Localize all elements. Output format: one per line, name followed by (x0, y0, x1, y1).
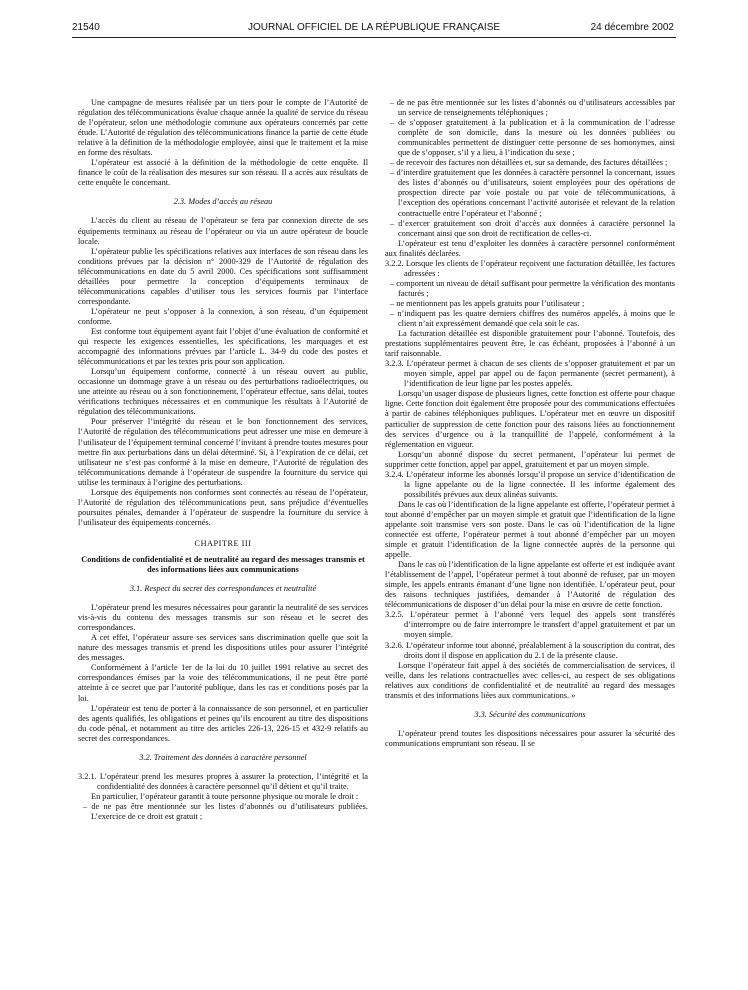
list-item: – de s’opposer gratuitement à la publication et à la communication de l’adresse complète de son domicile, dans la mesure où les données publiées ou communicables permettent de distinguer cette personne de ses homonymes, ainsi que de s’opposer, s’il y a lieu, à l’indication du sexe ; (390, 118, 675, 158)
paragraph: Est conforme tout équipement ayant fait l’objet d’une évaluation de conformité et qui respecte les exigences essentielles, les spécifications, les marquages et est accompagné des informations prévues par l’article L. 34-9 du code des postes et télécommunications et par les textes pris pour son application. (78, 326, 368, 367)
list-item: – n’indiquent pas les quatre derniers chiffres des numéros appelés, à moins que le client n’ait expressément demandé que cela soit le cas. (390, 308, 675, 329)
issue-date: 24 décembre 2002 (590, 22, 674, 33)
left-column (78, 98, 368, 822)
paragraph: L’opérateur ne peut s’opposer à la connexion, à son réseau, d’un équipement conforme. (78, 306, 368, 326)
paragraph: Pour préserver l’intégrité du réseau et le bon fonctionnement des services, l’Autorité de régulation des télécommunications peut adresser une mise en demeure à l’utilisateur de l’équipement terminal concerné l’invitant à prendre toutes mesures pour mettre fin aux perturbations dans un délai déterminé. Si, à l’expiration de ce délai, cet utilisateur ne s’est pas conformé à la mise en demeure, l’Autorité de régulation des télécommunications demande à l’opérateur de suspendre la fourniture du service qui utilise les terminaux à l’origine des perturbations. (78, 417, 368, 487)
paragraph: A cet effet, l’opérateur assure ses services sans discrimination quelle que soit la nature des messages transmis et prend les dispositions utiles pour assurer l’intégrité des messages. (78, 633, 368, 663)
paragraph: L’accès du client au réseau de l’opérateur se fera par connexion directe de ses équipements terminaux au réseau de l’opérateur ou via un autre opérateur de boucle locale. (78, 216, 368, 246)
article-3-2-3: 3.2.3. L’opérateur permet à chacun de ses clients de s’opposer gratuitement et par un moyen simple, appel par appel ou de façon permanente (secret permanent), à l’identification de leur ligne par les postes appelés. (385, 359, 675, 389)
article-3-2-2: 3.2.2. Lorsque les clients de l’opérateur reçoivent une facturation détaillée, les factures adressées : (385, 258, 675, 278)
paragraph: Dans le cas où l’identification de la ligne appelante est offerte, l’opérateur permet à tout abonné d’empêcher par un moyen simple et gratuit que l’identification de la ligne appelante soit transmise vers son poste. Dans le cas où l’identification de la ligne connectée est offerte, l’opérateur permet à tout abonné d’empêcher par un moyen simple et gratuit l’identification de la ligne connectée auprès de la personne qui appelle. (385, 499, 675, 560)
page-number: 21540 (72, 22, 100, 33)
section-heading-2-3: 2.3. Modes d’accès au réseau (173, 197, 273, 207)
paragraph: En particulier, l’opérateur garantit à toute personne physique ou morale le droit : (91, 791, 359, 801)
paragraph: Lorsqu’un usager dispose de plusieurs lignes, cette fonction est offerte pour chaque ligne. Cette fonction doit également être proposée pour des communications effectuées à partir de cabines téléphoniques publiques. L’opérateur met en œuvre un dispositif particulier de suppression de cette fonction pour des raisons liées au fonctionnement des services d’urgence ou à la tranquillité de l’appelé, conformément à la réglementation en vigueur. (385, 389, 675, 449)
paragraph: L’opérateur est tenu de porter à la connaissance de son personnel, et en particulier des agents qualifiés, les obligations et peines qu’ils encourent au titre des dispositions du code pénal, et notamment au titre des articles 226-13, 226-15 et 432-9 relatifs au secret des correspondances. (78, 703, 368, 743)
header-rule (72, 37, 676, 38)
article-3-2-6: 3.2.6. L’opérateur informe tout abonné, préalablement à la souscription du contrat, des droits dont il dispose en application du 2.1 de la présente clause. (385, 640, 675, 660)
list-item: – comportent un niveau de détail suffisant pour permettre la vérification des montants facturés ; (390, 278, 675, 298)
paragraph: L’opérateur est associé à la définition de la méthodologie de cette enquête. Il finance le coût de la réalisation des mesures sur son réseau. Il a accès aux résultats de cette enquête le concernant. (78, 158, 368, 188)
paragraph: Une campagne de mesures réalisée par un tiers pour le compte de l’Autorité de régulation des télécommunications évalue chaque année la qualité de service du réseau de l’opérateur, selon une méthodologie commune aux opérateurs concernés par cette étude. L’Autorité de régulation des télécommunications finance la partie de cette étude relative à la définition de la méthodologie employée, ainsi que le traitement et la mise en forme des résultats. (78, 98, 368, 158)
article-3-2-4: 3.2.4. L’opérateur informe les abonnés lorsqu’il propose un service d’identification de la ligne appelante ou de la ligne connectée. Il les informe également des possibilités prévues aux deux alinéas suivants. (385, 469, 675, 499)
paragraph: Lorsqu’un abonné dispose du secret permanent, l’opérateur lui permet de supprimer cette fonction, appel par appel, gratuitement et par un moyen simple. (385, 449, 675, 469)
list-item: – de ne pas être mentionnée sur les listes d’abonnés ou d’utilisateurs accessibles par un service de renseignements téléphoniques ; (390, 98, 675, 118)
chapter-label: CHAPITRE III (194, 538, 252, 548)
paragraph: L’opérateur est tenu d’exploiter les données à caractère personnel conformément aux finalités déclarées. (385, 238, 675, 258)
section-heading-3-1: 3.1. Respect du secret des correspondances et neutralité (129, 584, 317, 594)
article-3-2-5: 3.2.5. L’opérateur permet à l’abonné vers lequel des appels sont transférés d’interrompre ou de faire interrompre le transfert d’appel gratuitement et par un moyen simple. (385, 610, 675, 640)
paragraph: L’opérateur prend toutes les dispositions nécessaires pour assurer la sécurité des communications empruntant son réseau. Il se (385, 728, 675, 748)
list-item: – de ne pas être mentionnée sur les listes d’abonnés ou d’utilisateurs publiées. L’exercice de ce droit est gratuit ; (83, 801, 368, 821)
section-heading-3-3: 3.3. Sécurité des communications (474, 709, 586, 719)
paragraph: Conformément à l’article 1er de la loi du 10 juillet 1991 relative au secret des correspondances émises par la voie des télécommunications, il ne peut être porté atteinte à ce secret que par l’autorité publique, dans les cas et conditions posés par la loi. (78, 663, 368, 703)
chapter-title: Conditions de confidentialité et de neutralité au regard des messages transmis et des informations liées aux communications (81, 554, 365, 575)
section-heading-3-2: 3.2. Traitement des données à caractère personnel (139, 752, 307, 762)
list-item: – d’exercer gratuitement son droit d’accès aux données à caractère personnel la concernant ainsi que son droit de rectification de celles-ci. (390, 218, 675, 238)
paragraph: La facturation détaillée est disponible gratuitement pour l’abonné. Toutefois, des prestations supplémentaires peuvent être, le cas échéant, proposées à l’abonné à un tarif raisonnable. (385, 329, 675, 359)
journal-title: JOURNAL OFFICIEL DE LA RÉPUBLIQUE FRANÇAISE (247, 22, 501, 33)
list-item: – de recevoir des factures non détaillées et, sur sa demande, des factures détaillées ; (390, 158, 668, 168)
right-column (385, 98, 675, 749)
paragraph: Lorsqu’un équipement conforme, connecté à un réseau ouvert au public, occasionne un dommage grave à un réseau ou des perturbations radioélectriques, ou une atteinte au réseau ou à son fonctionnement, l’opérateur effectue, sans délai, toutes vérifications techniques nécessaires et en communique les résultats à l’Autorité de régulation des télécommunications. (78, 367, 368, 417)
paragraph: Lorsque l’opérateur fait appel à des sociétés de commercialisation de services, il veille, dans les relations contractuelles avec celles-ci, au respect de ses obligations relatives aux conditions de confidentialité et de neutralité au regard des messages transmis et des informations liées aux communications. » (385, 660, 675, 700)
article-3-2-1: 3.2.1. L’opérateur prend les mesures propres à assurer la protection, l’intégrité et la confidentialité des données à caractère personnel qu’il détient et qu’il traite. (78, 771, 368, 791)
page-header (0, 22, 748, 38)
list-item: – d’interdire gratuitement que les données à caractère personnel la concernant, issues des listes d’abonnés ou d’utilisateurs, soient employées pour des opérations de prospection directe par voie postale ou par voie de télécommunications, à l’exception des opérations concernant l’activité autorisée et relevant de la relation contractuelle entre l’opérateur et l’abonné ; (390, 168, 675, 218)
paragraph: Dans le cas où l’identification de la ligne appelante est offerte et est indiquée avant l’établissement de l’appel, l’opérateur permet à tout abonné de refuser, par un moyen simple, les appels entrants émanant d’une ligne non identifiée. L’opérateur peut, pour des raisons techniques justifiées, demander à l’Autorité de régulation des télécommunications de disposer d’un délai pour la mise en œuvre de cette fonction. (385, 560, 675, 610)
paragraph: L’opérateur publie les spécifications relatives aux interfaces de son réseau dans les conditions prévues par la décision n° 2000-329 de l’Autorité de régulation des télécommunications en date du 5 avril 2000. Ces spécifications sont suffisamment détaillées pour permettre la conception d’équipements terminaux de télécommunications capables d’utiliser tous les services fournis par l’interface correspondante. (78, 246, 368, 306)
paragraph: Lorsque des équipements non conformes sont connectés au réseau de l’opérateur, l’Autorité de régulation des télécommunications peut, sans préjudice d’éventuelles poursuites pénales, demander à l’opérateur de suspendre la fourniture du service à l’utilisateur des équipements concernés. (78, 487, 368, 527)
paragraph: L’opérateur prend les mesures nécessaires pour garantir la neutralité de ses services vis-à-vis du contenu des messages transmis sur son réseau et le secret des correspondances. (78, 603, 368, 633)
list-item: – ne mentionnent pas les appels gratuits pour l’utilisateur ; (390, 298, 585, 308)
